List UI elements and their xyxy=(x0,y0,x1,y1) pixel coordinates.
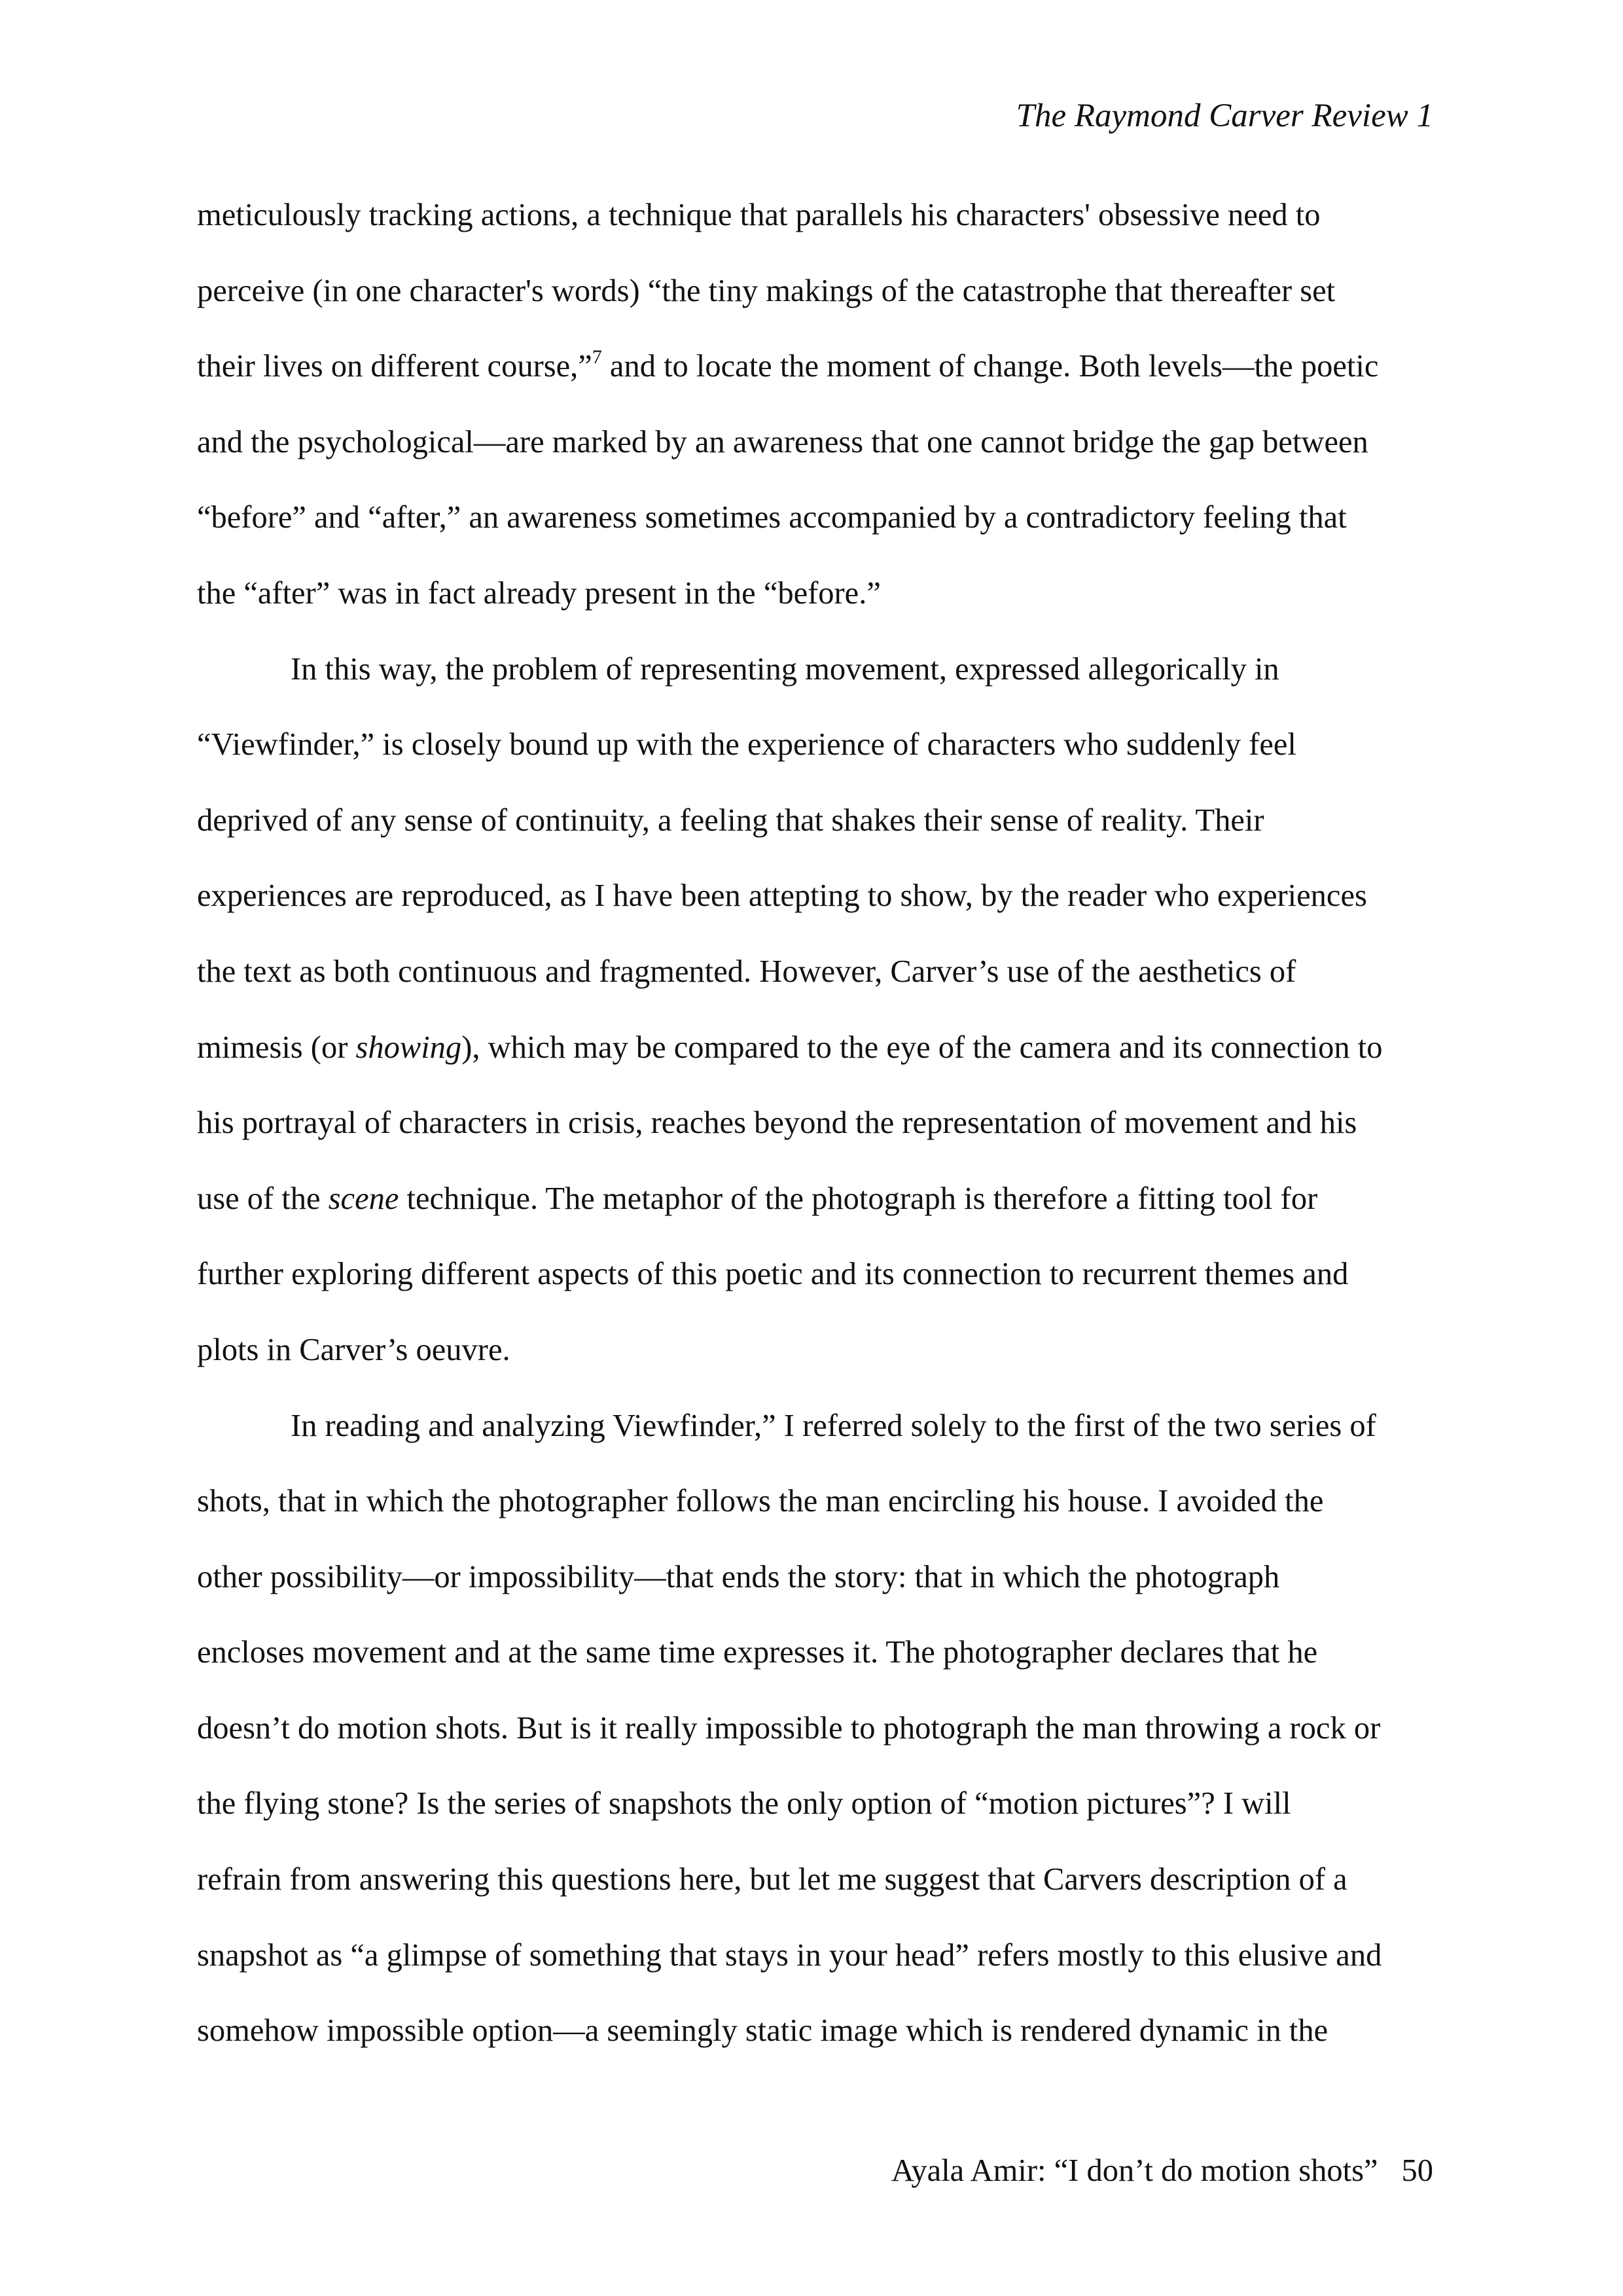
footnote-reference: 7 xyxy=(592,346,602,368)
footer-citation: Ayala Amir: “I don’t do motion shots” xyxy=(891,2153,1378,2188)
text-line: plots in Carver’s oeuvre. xyxy=(197,1332,510,1367)
text-line: “Viewfinder,” is closely bound up with the experience of characters who suddenly feel xyxy=(197,727,1296,762)
text-line: shots, that in which the photographer follows the man encircling his house. I avoided the xyxy=(197,1484,1324,1519)
text-line: meticulously tracking actions, a technique that parallels his characters' obsessive need to xyxy=(197,198,1321,232)
text-line: further exploring different aspects of this poetic and its connection to recurrent themes and xyxy=(197,1257,1349,1292)
text-line: other possibility—or impossibility—that ends the story: that in which the photograph xyxy=(197,1559,1280,1594)
text-line xyxy=(197,1022,1440,1098)
text-segment: their lives on different course,” xyxy=(197,349,592,384)
text-segment: and to locate the moment of change. Both levels—the poetic xyxy=(601,349,1379,384)
text-line xyxy=(197,341,1440,417)
text-line: perceive (in one character's words) “the tiny makings of the catastrophe that thereafter set xyxy=(197,273,1336,308)
page-number: 50 xyxy=(1401,2153,1433,2188)
text-segment: mimesis (or xyxy=(197,1030,356,1065)
italic-term: scene xyxy=(328,1181,399,1216)
text-segment: technique. The metaphor of the photograph is therefore a fitting tool for xyxy=(399,1181,1318,1216)
text-line: the “after” was in fact already present in the “before.” xyxy=(197,575,881,611)
text-line: somehow impossible option—a seemingly static image which is rendered dynamic in the xyxy=(197,2013,1329,2049)
text-line xyxy=(197,1174,1440,1249)
text-line: the flying stone? Is the series of snapshots the only option of “motion pictures”? I will xyxy=(197,1786,1291,1821)
running-footer xyxy=(891,2148,1433,2194)
text-segment: use of the xyxy=(197,1181,329,1216)
text-line: the text as both continuous and fragmented. However, Carver’s use of the aesthetics of xyxy=(197,954,1296,989)
text-line: experiences are reproduced, as I have been attepting to show, by the reader who experiences xyxy=(197,878,1367,914)
text-line: doesn’t do motion shots. But is it really impossible to photograph the man throwing a rock or xyxy=(197,1710,1381,1746)
text-line: his portrayal of characters in crisis, reaches beyond the representation of movement and his xyxy=(197,1105,1357,1141)
text-line: “before” and “after,” an awareness sometimes accompanied by a contradictory feeling that xyxy=(197,500,1347,535)
paragraph-start-line: In reading and analyzing Viewfinder,” I referred solely to the first of the two series of xyxy=(291,1408,1376,1443)
text-line: refrain from answering this questions here, but let me suggest that Carvers description of a xyxy=(197,1862,1347,1897)
text-line: encloses movement and at the same time expresses it. The photographer declares that he xyxy=(197,1635,1318,1670)
text-line: snapshot as “a glimpse of something that stays in your head” refers mostly to this elusive and xyxy=(197,1937,1382,1973)
italic-term: showing xyxy=(355,1030,462,1065)
text-line: and the psychological—are marked by an awareness that one cannot bridge the gap between xyxy=(197,424,1368,459)
paragraph-start-line: In this way, the problem of representing movement, expressed allegorically in xyxy=(291,651,1279,687)
body-text xyxy=(197,190,1440,2081)
text-segment: ), which may be compared to the eye of the camera and its connection to xyxy=(461,1030,1383,1065)
text-line: deprived of any sense of continuity, a feeling that shakes their sense of reality. Their xyxy=(197,802,1264,838)
running-header: The Raymond Carver Review 1 xyxy=(1016,98,1433,134)
